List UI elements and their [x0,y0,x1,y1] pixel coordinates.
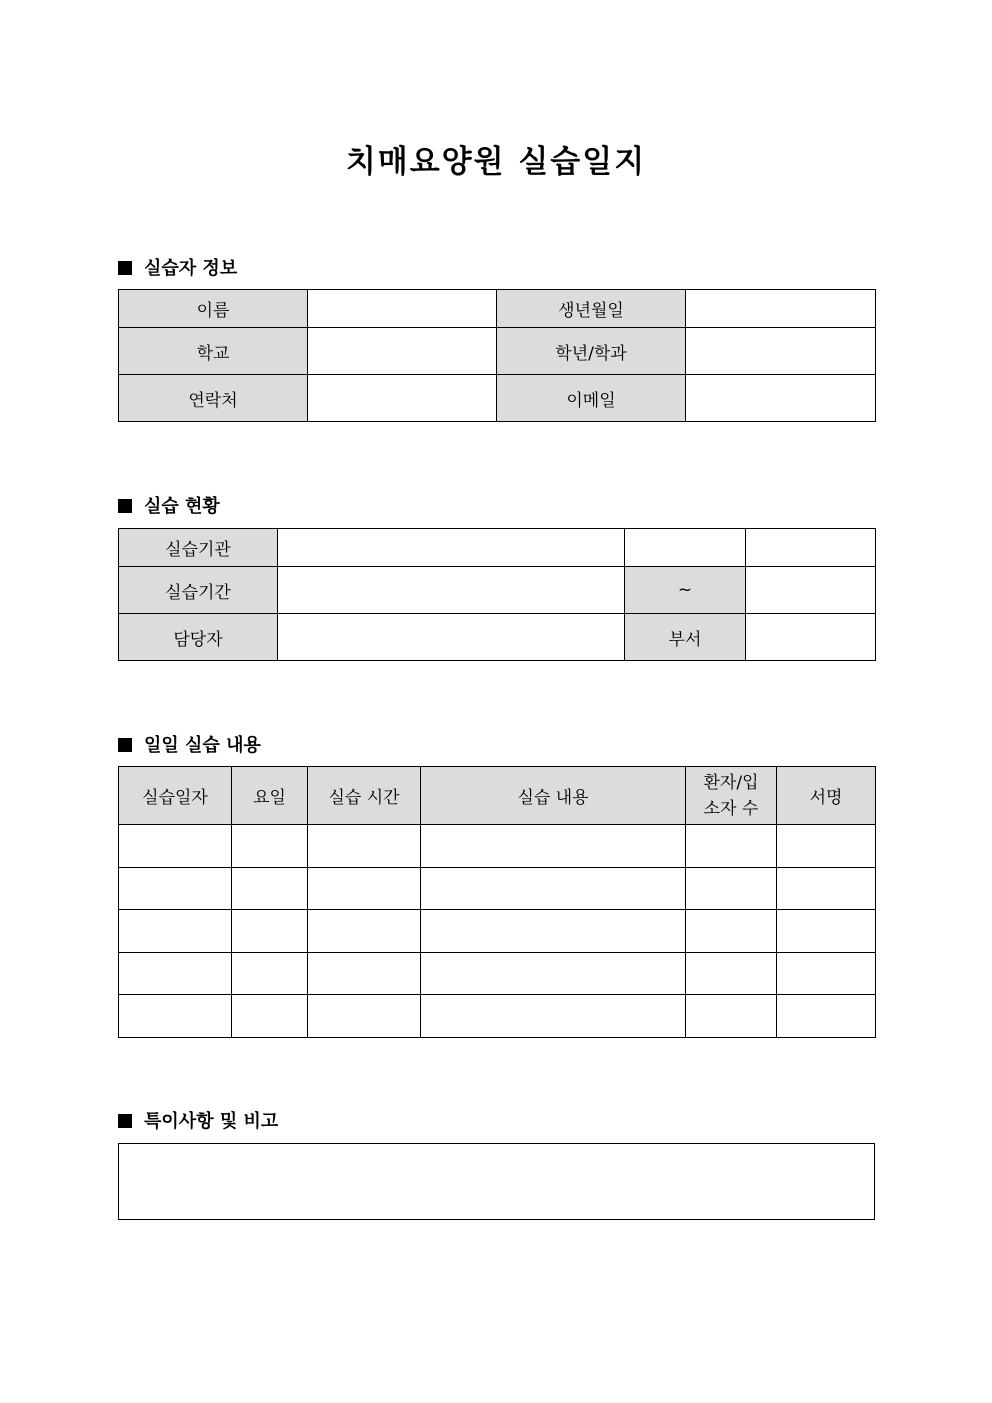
header-time: 실습 시간 [308,767,421,825]
notes-box[interactable] [118,1143,875,1220]
manager-field[interactable] [278,614,625,661]
institution-extra-field-2[interactable] [746,529,876,567]
section-heading-notes [118,1107,278,1133]
weekday-cell[interactable] [232,910,308,953]
patient-count-cell[interactable] [686,995,777,1038]
table-row [119,825,876,868]
section-heading-practice-status [118,492,220,518]
weekday-cell[interactable] [232,868,308,910]
table-row [119,868,876,910]
time-cell[interactable] [308,995,421,1038]
institution-extra-field[interactable] [625,529,746,567]
table-row [119,995,876,1038]
section-heading-label: 실습자 정보 [144,258,238,279]
school-label: 학교 [119,328,308,375]
time-cell[interactable] [308,868,421,910]
header-patient-count-line1: 환자/입 [703,772,759,793]
content-cell[interactable] [421,868,686,910]
birth-field[interactable] [686,290,876,328]
signature-cell[interactable] [777,995,876,1038]
content-cell[interactable] [421,953,686,995]
contact-field[interactable] [308,375,497,422]
weekday-cell[interactable] [232,953,308,995]
signature-cell[interactable] [777,910,876,953]
signature-cell[interactable] [777,825,876,868]
daily-log-table [118,766,876,1038]
section-heading-label: 일일 실습 내용 [144,735,261,756]
time-cell[interactable] [308,953,421,995]
school-field[interactable] [308,328,497,375]
contact-label: 연락처 [119,375,308,422]
square-bullet-icon [118,738,132,752]
period-label: 실습기간 [119,567,278,614]
header-weekday: 요일 [232,767,308,825]
section-heading-label: 특이사항 및 비고 [144,1111,279,1132]
name-label: 이름 [119,290,308,328]
department-field[interactable] [746,614,876,661]
institution-field[interactable] [278,529,625,567]
period-tilde: ~ [625,567,746,614]
practice-status-table [118,528,876,661]
header-date: 실습일자 [119,767,232,825]
trainee-info-table [118,289,876,422]
institution-label: 실습기관 [119,529,278,567]
date-cell[interactable] [119,910,232,953]
time-cell[interactable] [308,825,421,868]
square-bullet-icon [118,499,132,513]
header-patient-count [686,767,777,825]
date-cell[interactable] [119,868,232,910]
email-label: 이메일 [497,375,686,422]
period-start-field[interactable] [278,567,625,614]
weekday-cell[interactable] [232,825,308,868]
time-cell[interactable] [308,910,421,953]
patient-count-cell[interactable] [686,825,777,868]
patient-count-cell[interactable] [686,953,777,995]
header-patient-count-line2: 소자 수 [703,798,759,819]
patient-count-cell[interactable] [686,868,777,910]
header-content: 실습 내용 [421,767,686,825]
content-cell[interactable] [421,995,686,1038]
date-cell[interactable] [119,953,232,995]
square-bullet-icon [118,261,132,275]
section-heading-trainee-info [118,254,237,280]
name-field[interactable] [308,290,497,328]
email-field[interactable] [686,375,876,422]
grade-label: 학년/학과 [497,328,686,375]
date-cell[interactable] [119,995,232,1038]
manager-label: 담당자 [119,614,278,661]
grade-field[interactable] [686,328,876,375]
department-label: 부서 [625,614,746,661]
section-heading-label: 실습 현황 [144,496,220,517]
signature-cell[interactable] [777,868,876,910]
period-end-field[interactable] [746,567,876,614]
birth-label: 생년월일 [497,290,686,328]
square-bullet-icon [118,1114,132,1128]
header-signature: 서명 [777,767,876,825]
patient-count-cell[interactable] [686,910,777,953]
table-row [119,910,876,953]
content-cell[interactable] [421,910,686,953]
signature-cell[interactable] [777,953,876,995]
content-cell[interactable] [421,825,686,868]
table-row [119,953,876,995]
date-cell[interactable] [119,825,232,868]
section-heading-daily-content [118,731,261,757]
weekday-cell[interactable] [232,995,308,1038]
page-title: 치매요양원 실습일지 [345,144,647,180]
